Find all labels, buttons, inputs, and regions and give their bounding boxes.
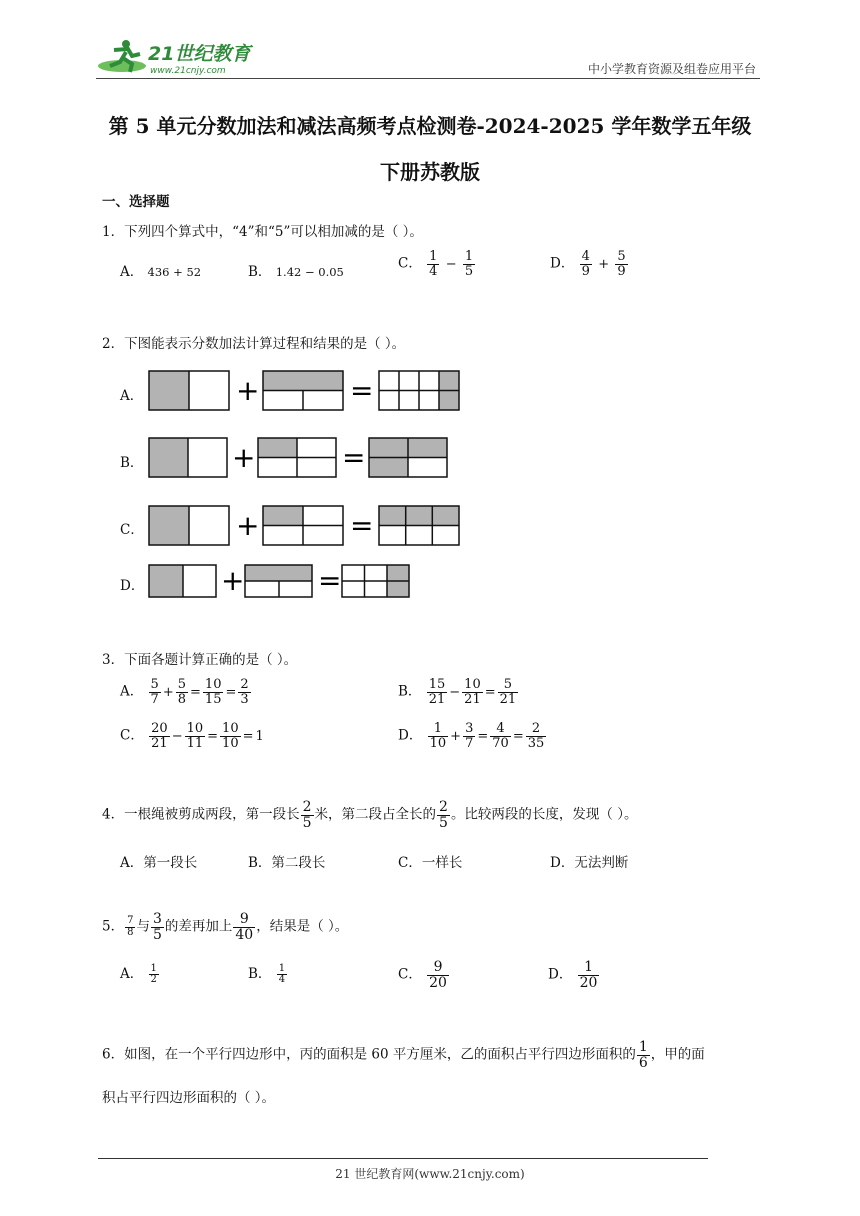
page-title-line2: 下册苏教版 <box>380 160 480 184</box>
fraction: $\frac{9}{40}$ <box>235 911 254 943</box>
section-heading: 一、选择题 <box>102 194 170 210</box>
fraction: $\frac{1}{6}$ <box>638 1039 648 1071</box>
fraction: $\frac{4}{9}$ <box>581 249 590 279</box>
question-2-text: 2．下图能表示分数加法计算过程和结果的是（ ）。 <box>102 336 406 352</box>
logo-text: 21世纪教育 <box>148 43 251 65</box>
fraction: $\frac{2}{5}$ <box>302 799 312 831</box>
fraction: $\frac{2}{35}$ <box>527 721 545 751</box>
q4-option-c[interactable]: C．一样长 <box>398 855 463 871</box>
q4-option-a[interactable]: A．第一段长 <box>120 855 198 871</box>
fraction: $\frac{2}{5}$ <box>439 799 448 831</box>
fraction: $\frac{1}{4}$ <box>429 249 438 279</box>
fraction: $\frac{20}{21}$ <box>151 721 168 751</box>
q5-option-d[interactable]: D． $\frac{1}{20}$ <box>548 959 598 991</box>
fraction: $\frac{10}{21}$ <box>464 677 481 707</box>
q1-a-expr: 436 + 52 <box>147 265 202 279</box>
svg-text:=: = <box>350 509 374 542</box>
question-6-text: 6．如图，在一个平行四边形中，丙的面积是 60 平方厘米，乙的面积占平行四边形面积的 $\frac{1}{6}$ ，甲的面 <box>102 1039 705 1071</box>
q3-option-a[interactable]: A． $\frac{5}{7}$ + $\frac{5}{8}$ = $\frac{10}{15}$ = $\frac{2}{3}$ <box>120 677 249 707</box>
svg-text:+: + <box>221 564 245 597</box>
fraction: $\frac{5}{7}$ <box>150 677 159 707</box>
q2-figure-c <box>148 505 462 547</box>
q1-option-a[interactable]: A． 436 + 52 <box>120 264 202 280</box>
question-1-text: 1．下列四个算式中，“4”和“5”可以相加减的是（ ）。 <box>102 224 423 240</box>
q3-option-c[interactable]: C． $\frac{20}{21}$ − $\frac{10}{11}$ = $\frac{10}{10}$ = 1 <box>120 721 264 751</box>
fraction: $\frac{10}{10}$ <box>222 721 239 751</box>
svg-text:=: = <box>318 564 342 597</box>
q2-label-a[interactable]: A． <box>120 388 144 404</box>
q1-b-expr: 1.42 − 0.05 <box>275 265 344 279</box>
fraction: $\frac{9}{20}$ <box>429 959 447 991</box>
svg-text:+: + <box>236 509 260 542</box>
header-platform-text: 中小学教育资源及组卷应用平台 <box>587 62 756 76</box>
fraction: $\frac{7}{8}$ <box>127 915 134 938</box>
fraction: $\frac{2}{3}$ <box>240 677 249 707</box>
logo-url: www.21cnjy.com <box>150 66 226 76</box>
q3-option-b[interactable]: B． $\frac{15}{21}$ − $\frac{10}{21}$ = $\frac{5}{21}$ <box>398 677 517 707</box>
question-3-text: 3．下面各题计算正确的是（ ）。 <box>102 652 298 668</box>
q2-figure-d <box>148 564 412 600</box>
fraction: $\frac{5}{8}$ <box>177 677 187 707</box>
fraction: $\frac{3}{5}$ <box>152 911 162 943</box>
fraction: $\frac{10}{15}$ <box>204 677 222 707</box>
q2-label-c[interactable]: C． <box>120 522 144 538</box>
fraction: $\frac{1}{4}$ <box>278 962 286 985</box>
fraction: $\frac{1}{5}$ <box>464 249 474 279</box>
q4-option-d[interactable]: D．无法判断 <box>550 855 629 871</box>
q2-figure-b <box>148 437 450 479</box>
q5-option-c[interactable]: C． $\frac{9}{20}$ <box>398 959 447 991</box>
site-logo <box>96 36 266 78</box>
fraction: $\frac{1}{20}$ <box>579 959 598 991</box>
fraction: $\frac{1}{10}$ <box>429 721 447 751</box>
fraction: $\frac{10}{11}$ <box>186 721 204 751</box>
svg-text:+: + <box>236 374 260 407</box>
footer-divider <box>98 1158 708 1159</box>
q5-option-a[interactable]: A． $\frac{1}{2}$ <box>120 962 157 985</box>
svg-text:=: = <box>350 374 374 407</box>
footer-text: 21 世纪教育网(www.21cnjy.com) <box>335 1167 525 1181</box>
q1-option-d[interactable]: D． $\frac{4}{9}$ + $\frac{5}{9}$ <box>550 249 626 279</box>
page-title-line1: 第 5 单元分数加法和减法高频考点检测卷-2024-2025 学年数学五年级 <box>108 114 752 138</box>
svg-text:=: = <box>342 441 366 474</box>
question-5-text: 5． $\frac{7}{8}$ 与 $\frac{3}{5}$ 的差再加上 $\frac{9}{40}$ ，结果是（ ）。 <box>102 911 349 943</box>
fraction: $\frac{5}{9}$ <box>617 249 626 279</box>
header-divider <box>96 78 760 79</box>
fraction: $\frac{1}{2}$ <box>150 962 157 985</box>
q2-label-b[interactable]: B． <box>120 455 144 471</box>
q1-option-c[interactable]: C． $\frac{1}{4}$ − $\frac{1}{5}$ <box>398 249 474 279</box>
q2-figure-a <box>148 370 462 412</box>
question-6-text-line2: 积占平行四边形面积的（ ）。 <box>102 1090 276 1106</box>
question-4-text: 4．一根绳被剪成两段，第一段长 $\frac{2}{5}$ 米，第二段占全长的 $\frac{2}{5}$ 。比较两段的长度，发现（ ）。 <box>102 799 638 831</box>
q1-option-b[interactable]: B． 1.42 − 0.05 <box>248 264 344 280</box>
q5-option-b[interactable]: B． $\frac{1}{4}$ <box>248 962 286 985</box>
q3-option-d[interactable]: D． $\frac{1}{10}$ + $\frac{3}{7}$ = $\frac{4}{70}$ = $\frac{2}{35}$ <box>398 721 545 751</box>
fraction: $\frac{4}{70}$ <box>492 721 509 751</box>
fraction: $\frac{15}{21}$ <box>428 677 446 707</box>
q2-label-d[interactable]: D． <box>120 578 145 594</box>
fraction: $\frac{5}{21}$ <box>499 677 517 707</box>
fraction: $\frac{3}{7}$ <box>465 721 474 751</box>
runner-logo-icon <box>96 36 266 78</box>
svg-text:+: + <box>232 441 256 474</box>
q4-option-b[interactable]: B．第二段长 <box>248 855 326 871</box>
